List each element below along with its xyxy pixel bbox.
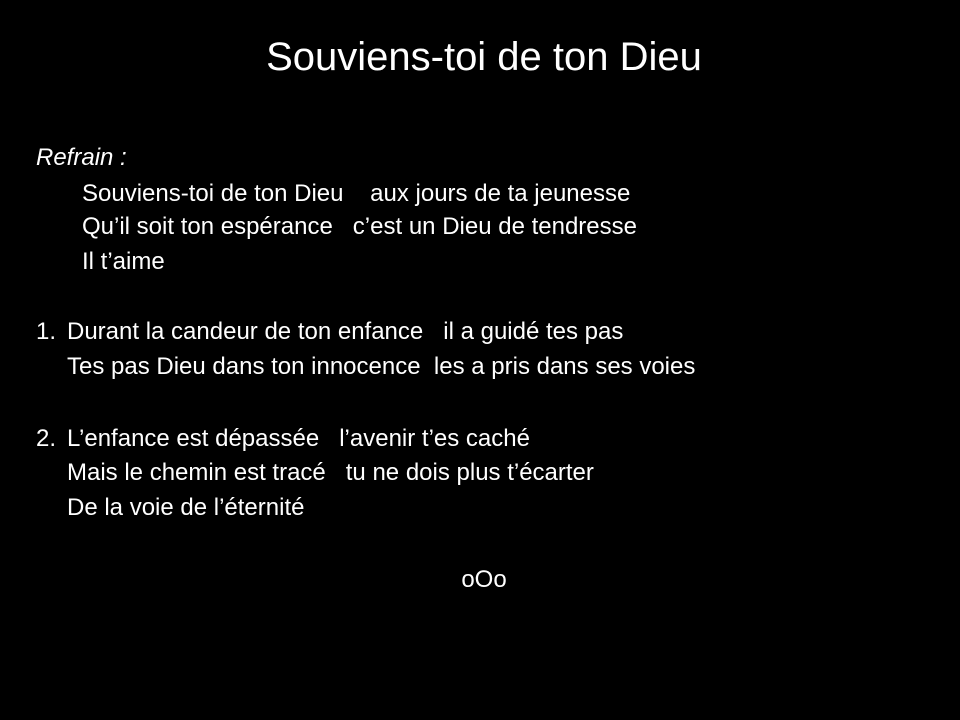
refrain-line: Souviens-toi de ton Dieu aux jours de ta jeunesse	[82, 180, 631, 207]
refrain-line: Il t’aime	[82, 248, 165, 275]
song-title: Souviens-toi de ton Dieu	[266, 35, 702, 79]
verse-line: L’enfance est dépassée l’avenir t’es caché	[67, 425, 530, 452]
ornament-divider: oOo	[461, 566, 507, 593]
verse-number: 1.	[36, 318, 57, 345]
verse-number: 2.	[36, 425, 57, 452]
verse-line: De la voie de l’éternité	[67, 494, 305, 521]
refrain-heading: Refrain :	[36, 144, 127, 171]
verse-line: Durant la candeur de ton enfance il a guidé tes pas	[67, 318, 624, 345]
verse-line: Mais le chemin est tracé tu ne dois plus t’écarter	[67, 459, 594, 486]
verse-line: Tes pas Dieu dans ton innocence les a pris dans ses voies	[67, 353, 696, 380]
refrain-line: Qu’il soit ton espérance c’est un Dieu de tendresse	[82, 213, 637, 240]
